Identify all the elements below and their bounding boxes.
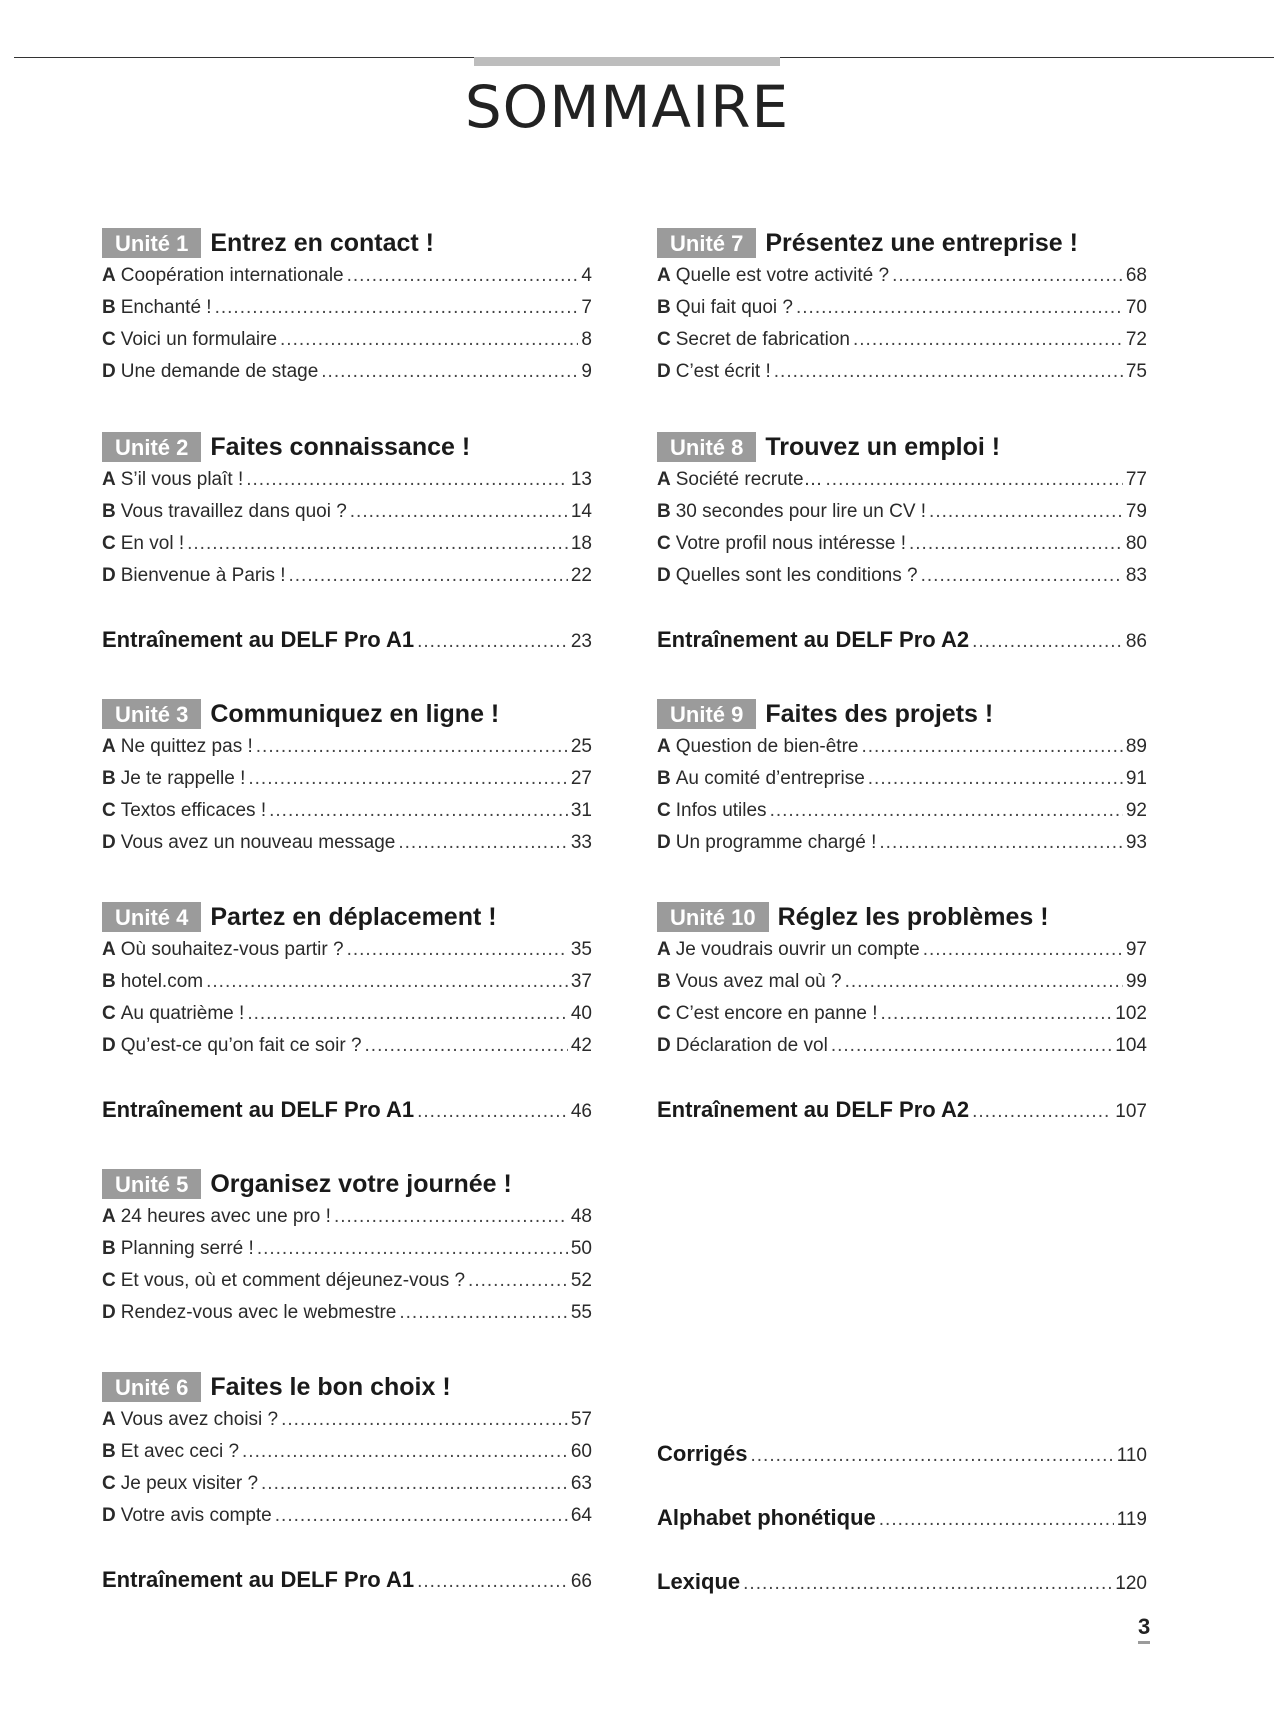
- leader-dots: [774, 356, 1123, 388]
- leader-dots: [347, 934, 568, 966]
- leader-dots: [923, 934, 1123, 966]
- leader-dots: [275, 1500, 568, 1532]
- unit-title: Entrez en contact !: [210, 228, 435, 257]
- lesson-entry[interactable]: [657, 731, 1147, 763]
- leader-dots: [281, 1404, 568, 1436]
- unit-title: Organisez votre journée !: [210, 1169, 512, 1198]
- unit-header: [657, 900, 1147, 934]
- lesson-title: Déclaration de vol: [675, 1035, 828, 1056]
- leader-dots: [280, 324, 578, 356]
- lesson-title: Et avec ceci ?: [120, 1441, 240, 1462]
- lesson-page: 37: [570, 971, 592, 992]
- leader-dots: [289, 560, 568, 592]
- page-title: SOMMAIRE: [464, 73, 790, 141]
- lesson-title: Vous avez un nouveau message: [120, 832, 396, 853]
- appendix-label: Corrigés: [657, 1441, 748, 1466]
- unit-title: Faites des projets !: [765, 699, 994, 728]
- lesson-page: 60: [570, 1441, 592, 1462]
- lesson-letter: B: [657, 971, 671, 992]
- lesson-entry[interactable]: [102, 560, 592, 592]
- lesson-entry[interactable]: [102, 998, 592, 1030]
- lesson-page: 93: [1125, 832, 1147, 853]
- unit-block: [657, 226, 1147, 388]
- lesson-page: 64: [570, 1505, 592, 1526]
- lesson-title: Une demande de stage: [120, 361, 319, 382]
- unit-header: [102, 900, 592, 934]
- lesson-title: Enchanté !: [120, 297, 212, 318]
- lesson-entry[interactable]: [102, 1500, 592, 1532]
- lesson-entry[interactable]: [657, 560, 1147, 592]
- delf-page: 66: [570, 1571, 592, 1592]
- lesson-entry[interactable]: [102, 1404, 592, 1436]
- lesson-title: Je peux visiter ?: [120, 1473, 259, 1494]
- lesson-entry[interactable]: [657, 464, 1147, 496]
- unit-block: [657, 430, 1147, 592]
- delf-entry[interactable]: [102, 622, 592, 658]
- lesson-letter: A: [657, 469, 671, 490]
- lesson-page: 13: [570, 469, 592, 490]
- lesson-title: Bienvenue à Paris !: [120, 565, 286, 586]
- unit-title: Partez en déplacement !: [210, 902, 497, 931]
- unit-tag: Unité 8: [657, 432, 756, 462]
- lesson-entry[interactable]: [102, 528, 592, 560]
- lesson-page: 91: [1125, 768, 1147, 789]
- lesson-title: Voici un formulaire: [120, 329, 278, 350]
- lesson-entry[interactable]: [102, 260, 592, 292]
- appendix-block: [657, 1500, 1147, 1536]
- unit-tag: Unité 5: [102, 1169, 201, 1199]
- lesson-entry[interactable]: [102, 763, 592, 795]
- lesson-letter: B: [102, 297, 116, 318]
- lesson-title: Vous avez mal où ?: [675, 971, 842, 992]
- lesson-page: 18: [570, 533, 592, 554]
- delf-block: [657, 622, 1147, 658]
- unit-block: [102, 430, 592, 592]
- delf-block: [102, 1092, 592, 1128]
- delf-page: 46: [570, 1101, 592, 1122]
- lesson-page: 14: [570, 501, 592, 522]
- lesson-letter: C: [657, 329, 671, 350]
- lesson-letter: C: [102, 533, 116, 554]
- unit-block: [102, 900, 592, 1062]
- leader-dots: [347, 260, 579, 292]
- leader-dots: [417, 1564, 568, 1600]
- unit-header: [102, 430, 592, 464]
- appendix-block: [657, 1436, 1147, 1472]
- lesson-title: hotel.com: [120, 971, 204, 992]
- lesson-page: 31: [570, 800, 592, 821]
- lesson-page: 27: [570, 768, 592, 789]
- appendix-page: 110: [1116, 1445, 1147, 1466]
- leader-dots: [770, 795, 1123, 827]
- unit-tag: Unité 10: [657, 902, 769, 932]
- lesson-entry[interactable]: [102, 1030, 592, 1062]
- unit-block: [657, 697, 1147, 859]
- unit-title: Trouvez un emploi !: [765, 432, 1001, 461]
- unit-header: [657, 430, 1147, 464]
- leader-dots: [206, 966, 568, 998]
- unit-tag: Unité 1: [102, 228, 201, 258]
- lesson-letter: B: [657, 501, 671, 522]
- lesson-entry[interactable]: [102, 731, 592, 763]
- leader-dots: [187, 528, 568, 560]
- lesson-entry[interactable]: [102, 827, 592, 859]
- unit-title: Faites le bon choix !: [210, 1372, 451, 1401]
- lesson-title: Quelle est votre activité ?: [675, 265, 890, 286]
- lesson-entry[interactable]: [102, 496, 592, 528]
- leader-dots: [921, 560, 1123, 592]
- delf-entry[interactable]: [657, 1092, 1147, 1128]
- leader-dots: [365, 1030, 568, 1062]
- leader-dots: [796, 292, 1123, 324]
- leader-dots: [929, 496, 1123, 528]
- unit-header: [102, 226, 592, 260]
- lesson-entry[interactable]: [657, 1030, 1147, 1062]
- lesson-page: 99: [1125, 971, 1147, 992]
- unit-header: [102, 1370, 592, 1404]
- lesson-page: 48: [570, 1206, 592, 1227]
- lesson-letter: C: [102, 1003, 116, 1024]
- delf-label: Entraînement au DELF Pro A2: [657, 1097, 970, 1122]
- lesson-entry[interactable]: [102, 324, 592, 356]
- lesson-page: 75: [1125, 361, 1147, 382]
- delf-page: 107: [1115, 1101, 1147, 1122]
- appendix-label: Lexique: [657, 1569, 741, 1594]
- lesson-page: 42: [570, 1035, 592, 1056]
- unit-tag: Unité 4: [102, 902, 201, 932]
- lesson-page: 55: [570, 1302, 592, 1323]
- lesson-letter: A: [102, 939, 116, 960]
- unit-block: [102, 1370, 592, 1532]
- unit-title: Présentez une entreprise !: [765, 228, 1078, 257]
- lesson-letter: A: [657, 265, 671, 286]
- lesson-title: C’est écrit !: [675, 361, 771, 382]
- lesson-entry[interactable]: [102, 356, 592, 388]
- lesson-entry[interactable]: [102, 934, 592, 966]
- leader-dots: [417, 1094, 568, 1130]
- lesson-entry[interactable]: [102, 1436, 592, 1468]
- lesson-title: Textos efficaces !: [120, 800, 267, 821]
- unit-header: [102, 1167, 592, 1201]
- leader-dots: [853, 324, 1123, 356]
- leader-dots: [269, 795, 568, 827]
- lesson-page: 104: [1115, 1035, 1147, 1056]
- lesson-letter: D: [102, 361, 116, 382]
- leader-dots: [831, 1030, 1112, 1062]
- lesson-page: 79: [1125, 501, 1147, 522]
- page-number: 3: [1138, 1614, 1150, 1644]
- lesson-title: Et vous, où et comment déjeunez-vous ?: [120, 1270, 466, 1291]
- lesson-title: Infos utiles: [675, 800, 767, 821]
- lesson-letter: D: [102, 832, 116, 853]
- unit-title: Réglez les problèmes !: [777, 902, 1049, 931]
- leader-dots: [892, 260, 1123, 292]
- lesson-letter: D: [102, 1505, 116, 1526]
- unit-header: [102, 697, 592, 731]
- lesson-title: S’il vous plaît !: [120, 469, 244, 490]
- lesson-entry[interactable]: [657, 324, 1147, 356]
- lesson-page: 97: [1125, 939, 1147, 960]
- lesson-page: 33: [570, 832, 592, 853]
- lesson-entry[interactable]: [657, 496, 1147, 528]
- unit-title: Communiquez en ligne !: [210, 699, 500, 728]
- leader-dots: [321, 356, 578, 388]
- lesson-entry[interactable]: [102, 795, 592, 827]
- lesson-page: 4: [581, 265, 592, 286]
- lesson-title: Quelles sont les conditions ?: [675, 565, 918, 586]
- lesson-page: 68: [1125, 265, 1147, 286]
- lesson-title: Je te rappelle !: [120, 768, 246, 789]
- leader-dots: [880, 998, 1112, 1030]
- lesson-letter: D: [102, 1035, 116, 1056]
- unit-title: Faites connaissance !: [210, 432, 471, 461]
- lesson-page: 102: [1115, 1003, 1147, 1024]
- delf-page: 86: [1125, 631, 1147, 652]
- lesson-title: Votre profil nous intéresse !: [675, 533, 906, 554]
- lesson-page: 70: [1125, 297, 1147, 318]
- leader-dots: [868, 763, 1123, 795]
- lesson-page: 7: [581, 297, 592, 318]
- unit-header: [657, 226, 1147, 260]
- lesson-page: 83: [1125, 565, 1147, 586]
- unit-block: [102, 697, 592, 859]
- leader-dots: [350, 496, 568, 528]
- lesson-letter: D: [102, 1302, 116, 1323]
- lesson-entry[interactable]: [102, 1201, 592, 1233]
- lesson-page: 22: [570, 565, 592, 586]
- lesson-title: Vous avez choisi ?: [120, 1409, 279, 1430]
- unit-tag: Unité 9: [657, 699, 756, 729]
- lesson-letter: C: [102, 1473, 116, 1494]
- delf-entry[interactable]: [657, 622, 1147, 658]
- lesson-page: 52: [570, 1270, 592, 1291]
- lesson-letter: B: [657, 768, 671, 789]
- leader-dots: [247, 998, 568, 1030]
- leader-dots: [972, 624, 1123, 660]
- appendix-entry[interactable]: [657, 1436, 1147, 1472]
- leader-dots: [334, 1201, 568, 1233]
- leader-dots: [468, 1265, 568, 1297]
- lesson-page: 77: [1125, 469, 1147, 490]
- lesson-letter: B: [102, 971, 116, 992]
- lesson-letter: D: [657, 832, 671, 853]
- lesson-page: 25: [570, 736, 592, 757]
- lesson-title: Votre avis compte: [120, 1505, 272, 1526]
- lesson-entry[interactable]: [657, 827, 1147, 859]
- appendix-entry[interactable]: [657, 1500, 1147, 1536]
- delf-entry[interactable]: [102, 1562, 592, 1598]
- lesson-letter: B: [657, 297, 671, 318]
- delf-label: Entraînement au DELF Pro A1: [102, 1567, 415, 1592]
- lesson-letter: D: [657, 565, 671, 586]
- lesson-letter: D: [657, 1035, 671, 1056]
- lesson-title: Qu’est-ce qu’on fait ce soir ?: [120, 1035, 362, 1056]
- leader-dots: [242, 1436, 568, 1468]
- leader-dots: [215, 292, 579, 324]
- lesson-entry[interactable]: [657, 966, 1147, 998]
- unit-tag: Unité 7: [657, 228, 756, 258]
- appendix-label: Alphabet phonétique: [657, 1505, 876, 1530]
- lesson-title: Question de bien-être: [675, 736, 859, 757]
- lesson-title: Un programme chargé !: [675, 832, 877, 853]
- lesson-letter: A: [102, 736, 116, 757]
- lesson-page: 89: [1125, 736, 1147, 757]
- leader-dots: [845, 966, 1123, 998]
- lesson-entry[interactable]: [657, 356, 1147, 388]
- lesson-entry[interactable]: [657, 763, 1147, 795]
- leader-dots: [246, 464, 568, 496]
- lesson-letter: D: [102, 565, 116, 586]
- lesson-entry[interactable]: [657, 934, 1147, 966]
- lesson-title: Où souhaitez-vous partir ?: [120, 939, 344, 960]
- leader-dots: [972, 1094, 1112, 1130]
- lesson-title: Au quatrième !: [120, 1003, 245, 1024]
- lesson-letter: D: [657, 361, 671, 382]
- lesson-page: 80: [1125, 533, 1147, 554]
- lesson-page: 50: [570, 1238, 592, 1259]
- lesson-entry[interactable]: [657, 260, 1147, 292]
- lesson-page: 8: [581, 329, 592, 350]
- delf-label: Entraînement au DELF Pro A1: [102, 1097, 415, 1122]
- unit-block: [102, 1167, 592, 1329]
- unit-header: [657, 697, 1147, 731]
- lesson-title: Je voudrais ouvrir un compte: [675, 939, 920, 960]
- leader-dots: [861, 731, 1122, 763]
- lesson-entry[interactable]: [102, 1468, 592, 1500]
- delf-block: [102, 1562, 592, 1598]
- unit-tag: Unité 2: [102, 432, 201, 462]
- lesson-entry[interactable]: [657, 292, 1147, 324]
- lesson-letter: B: [102, 768, 116, 789]
- appendix-page: 120: [1115, 1573, 1147, 1594]
- lesson-page: 72: [1125, 329, 1147, 350]
- lesson-page: 40: [570, 1003, 592, 1024]
- leader-dots: [879, 1502, 1114, 1538]
- lesson-title: Coopération internationale: [120, 265, 344, 286]
- leader-dots: [256, 731, 568, 763]
- leader-dots: [750, 1438, 1113, 1474]
- leader-dots: [909, 528, 1123, 560]
- lesson-title: 30 secondes pour lire un CV !: [675, 501, 927, 522]
- delf-block: [657, 1092, 1147, 1128]
- lesson-entry[interactable]: [102, 966, 592, 998]
- delf-label: Entraînement au DELF Pro A1: [102, 627, 415, 652]
- lesson-letter: C: [102, 800, 116, 821]
- lesson-page: 92: [1125, 800, 1147, 821]
- title-accent-bar: [474, 57, 780, 66]
- lesson-letter: A: [657, 939, 671, 960]
- leader-dots: [743, 1566, 1112, 1602]
- lesson-letter: A: [102, 265, 116, 286]
- delf-label: Entraînement au DELF Pro A2: [657, 627, 970, 652]
- lesson-letter: A: [657, 736, 671, 757]
- appendix-block: [657, 1564, 1147, 1600]
- lesson-page: 63: [570, 1473, 592, 1494]
- lesson-title: Qui fait quoi ?: [675, 297, 793, 318]
- lesson-entry[interactable]: [102, 1233, 592, 1265]
- lesson-title: Rendez-vous avec le webmestre: [120, 1302, 397, 1323]
- leader-dots: [248, 763, 567, 795]
- unit-block: [102, 226, 592, 388]
- lesson-entry[interactable]: [657, 998, 1147, 1030]
- lesson-letter: B: [102, 501, 116, 522]
- leader-dots: [826, 464, 1123, 496]
- lesson-page: 9: [581, 361, 592, 382]
- unit-tag: Unité 6: [102, 1372, 201, 1402]
- lesson-title: C’est encore en panne !: [675, 1003, 878, 1024]
- lesson-title: Vous travaillez dans quoi ?: [120, 501, 347, 522]
- lesson-entry[interactable]: [657, 795, 1147, 827]
- lesson-letter: B: [102, 1238, 116, 1259]
- unit-tag: Unité 3: [102, 699, 201, 729]
- lesson-title: 24 heures avec une pro !: [120, 1206, 331, 1227]
- lesson-letter: B: [102, 1441, 116, 1462]
- leader-dots: [398, 827, 567, 859]
- leader-dots: [261, 1468, 568, 1500]
- lesson-entry[interactable]: [657, 528, 1147, 560]
- delf-page: 23: [570, 631, 592, 652]
- lesson-entry[interactable]: [102, 464, 592, 496]
- leader-dots: [257, 1233, 568, 1265]
- delf-entry[interactable]: [102, 1092, 592, 1128]
- lesson-letter: A: [102, 469, 116, 490]
- leader-dots: [879, 827, 1122, 859]
- lesson-title: Société recrute…: [675, 469, 823, 490]
- lesson-entry[interactable]: [102, 1265, 592, 1297]
- unit-block: [657, 900, 1147, 1062]
- lesson-letter: C: [657, 1003, 671, 1024]
- lesson-entry[interactable]: [102, 292, 592, 324]
- lesson-letter: C: [657, 533, 671, 554]
- appendix-entry[interactable]: [657, 1564, 1147, 1600]
- lesson-letter: A: [102, 1409, 116, 1430]
- lesson-letter: C: [102, 1270, 116, 1291]
- lesson-title: Planning serré !: [120, 1238, 254, 1259]
- leader-dots: [417, 624, 568, 660]
- lesson-page: 35: [570, 939, 592, 960]
- lesson-page: 57: [570, 1409, 592, 1430]
- lesson-letter: C: [657, 800, 671, 821]
- lesson-title: Au comité d’entreprise: [675, 768, 865, 789]
- lesson-entry[interactable]: [102, 1297, 592, 1329]
- lesson-title: Secret de fabrication: [675, 329, 850, 350]
- lesson-letter: A: [102, 1206, 116, 1227]
- delf-block: [102, 622, 592, 658]
- lesson-title: En vol !: [120, 533, 185, 554]
- appendix-page: 119: [1116, 1509, 1147, 1530]
- lesson-letter: C: [102, 329, 116, 350]
- leader-dots: [399, 1297, 567, 1329]
- lesson-title: Ne quittez pas !: [120, 736, 253, 757]
